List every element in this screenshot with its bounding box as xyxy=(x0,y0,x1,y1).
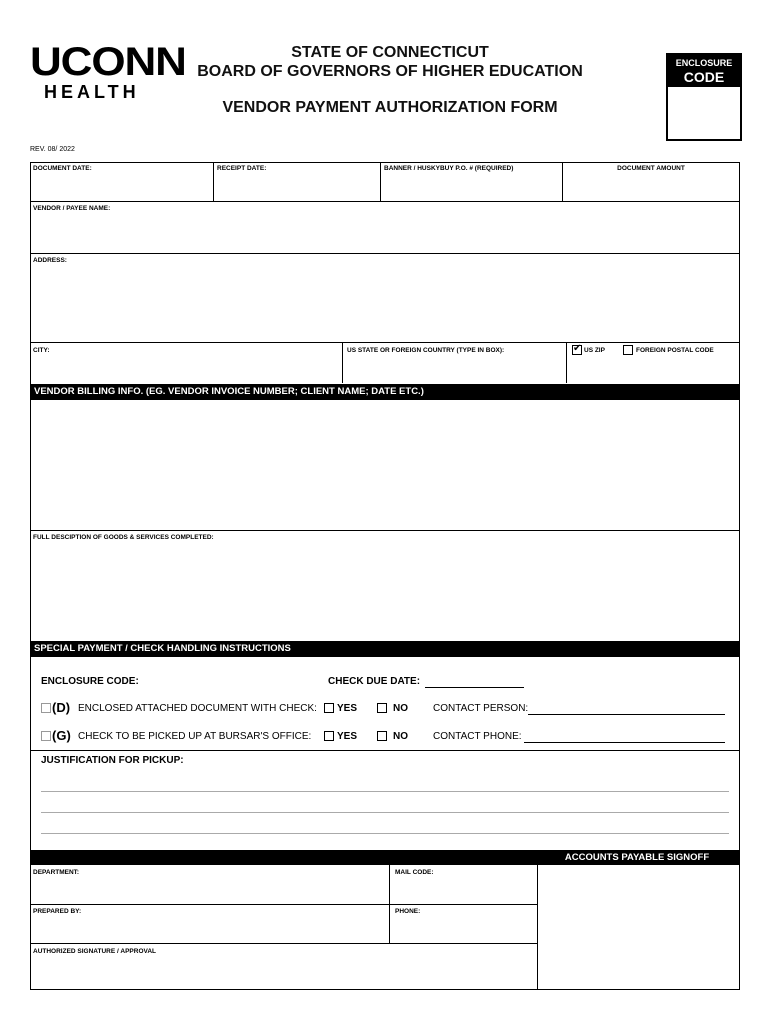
foreign-postal-checkbox[interactable] xyxy=(623,345,633,355)
justification-line-3[interactable] xyxy=(41,833,729,834)
logo-uconn: UCONN xyxy=(30,40,186,84)
ap-signoff-header: ACCOUNTS PAYABLE SIGNOFF xyxy=(564,852,710,863)
state-title: STATE OF CONNECTICUT xyxy=(291,44,489,61)
d-code-checkbox[interactable] xyxy=(41,703,51,713)
prepared-by-field[interactable] xyxy=(31,918,388,942)
contact-person-field[interactable] xyxy=(528,714,725,715)
check-due-date-label: CHECK DUE DATE: xyxy=(328,676,421,687)
prepared-by-label: PREPARED BY: xyxy=(33,908,82,915)
d-no-label: NO xyxy=(393,703,408,714)
g-text: CHECK TO BE PICKED UP AT BURSAR'S OFFICE: xyxy=(78,731,312,742)
po-number-field[interactable] xyxy=(381,175,561,200)
justification-line-2[interactable] xyxy=(41,812,729,813)
authorized-signature-label: AUTHORIZED SIGNATURE / APPROVAL xyxy=(33,948,157,955)
g-yes-checkbox[interactable] xyxy=(324,731,334,741)
g-code-label: (G) xyxy=(52,728,71,743)
mail-code-label: MAIL CODE: xyxy=(395,869,434,876)
us-zip-label: US ZIP xyxy=(584,347,605,354)
description-label: FULL DESCIPTION OF GOODS & SERVICES COMPLETED: xyxy=(33,534,214,541)
billing-section-header: VENDOR BILLING INFO. (EG. VENDOR INVOICE NUMBER; CLIENT NAME; DATE ETC.) xyxy=(30,384,740,400)
g-no-checkbox[interactable] xyxy=(377,731,387,741)
vendor-name-label: VENDOR / PAYEE NAME: xyxy=(33,205,111,212)
code-label: CODE xyxy=(683,69,725,85)
enclosure-label: ENCLOSURE xyxy=(675,58,733,68)
check-due-date-field[interactable] xyxy=(425,687,524,688)
description-field[interactable] xyxy=(31,544,739,636)
d-text: ENCLOSED ATTACHED DOCUMENT WITH CHECK: xyxy=(78,703,317,714)
contact-person-label: CONTACT PERSON: xyxy=(433,703,529,714)
d-yes-label: YES xyxy=(337,703,358,714)
form-title: VENDOR PAYMENT AUTHORIZATION FORM xyxy=(222,99,558,116)
zip-code-field[interactable] xyxy=(567,358,739,382)
d-no-checkbox[interactable] xyxy=(377,703,387,713)
document-date-field[interactable] xyxy=(31,175,212,200)
document-date-label: DOCUMENT DATE: xyxy=(33,165,92,172)
enclosure-code-box[interactable] xyxy=(666,53,742,141)
vendor-name-field[interactable] xyxy=(31,215,739,252)
justification-line-1[interactable] xyxy=(41,791,729,792)
department-field[interactable] xyxy=(31,879,388,903)
revision-label: REV. 08/ 2022 xyxy=(30,146,75,153)
g-no-label: NO xyxy=(393,731,408,742)
city-label: CITY: xyxy=(33,347,50,354)
logo-health: HEALTH xyxy=(44,82,140,102)
contact-phone-field[interactable] xyxy=(524,742,725,743)
g-yes-label: YES xyxy=(337,731,358,742)
mail-code-field[interactable] xyxy=(390,879,536,903)
board-title: BOARD OF GOVERNORS OF HIGHER EDUCATION xyxy=(197,63,583,80)
department-label: DEPARTMENT: xyxy=(33,869,80,876)
document-amount-field[interactable] xyxy=(563,175,739,200)
city-field[interactable] xyxy=(31,357,341,382)
foreign-postal-label: FOREIGN POSTAL CODE xyxy=(636,347,714,354)
po-number-label: BANNER / HUSKYBUY P.O. # (REQUIRED) xyxy=(384,165,514,172)
address-field[interactable] xyxy=(31,267,739,341)
document-amount-label: DOCUMENT AMOUNT xyxy=(617,165,685,172)
g-code-checkbox[interactable] xyxy=(41,731,51,741)
justification-label: JUSTIFICATION FOR PICKUP: xyxy=(41,755,184,766)
billing-info-field[interactable] xyxy=(31,401,739,529)
state-country-label: US STATE OR FOREIGN COUNTRY (TYPE IN BOX): xyxy=(347,347,505,354)
d-code-label: (D) xyxy=(52,700,71,715)
receipt-date-label: RECEIPT DATE: xyxy=(217,165,267,172)
receipt-date-field[interactable] xyxy=(214,175,379,200)
authorized-signature-field[interactable] xyxy=(31,958,536,989)
special-section-header: SPECIAL PAYMENT / CHECK HANDLING INSTRUCTIONS xyxy=(30,641,740,657)
us-zip-checkbox[interactable] xyxy=(572,345,582,355)
d-yes-checkbox[interactable] xyxy=(324,703,334,713)
phone-label: PHONE: xyxy=(395,908,421,915)
enclosure-code-label: ENCLOSURE CODE: xyxy=(41,676,139,687)
phone-field[interactable] xyxy=(390,918,536,942)
state-country-field[interactable] xyxy=(343,357,565,382)
contact-phone-label: CONTACT PHONE: xyxy=(433,731,522,742)
address-label: ADDRESS: xyxy=(33,257,67,264)
enclosure-code-header xyxy=(668,55,740,87)
ap-signoff-field[interactable] xyxy=(538,866,739,989)
